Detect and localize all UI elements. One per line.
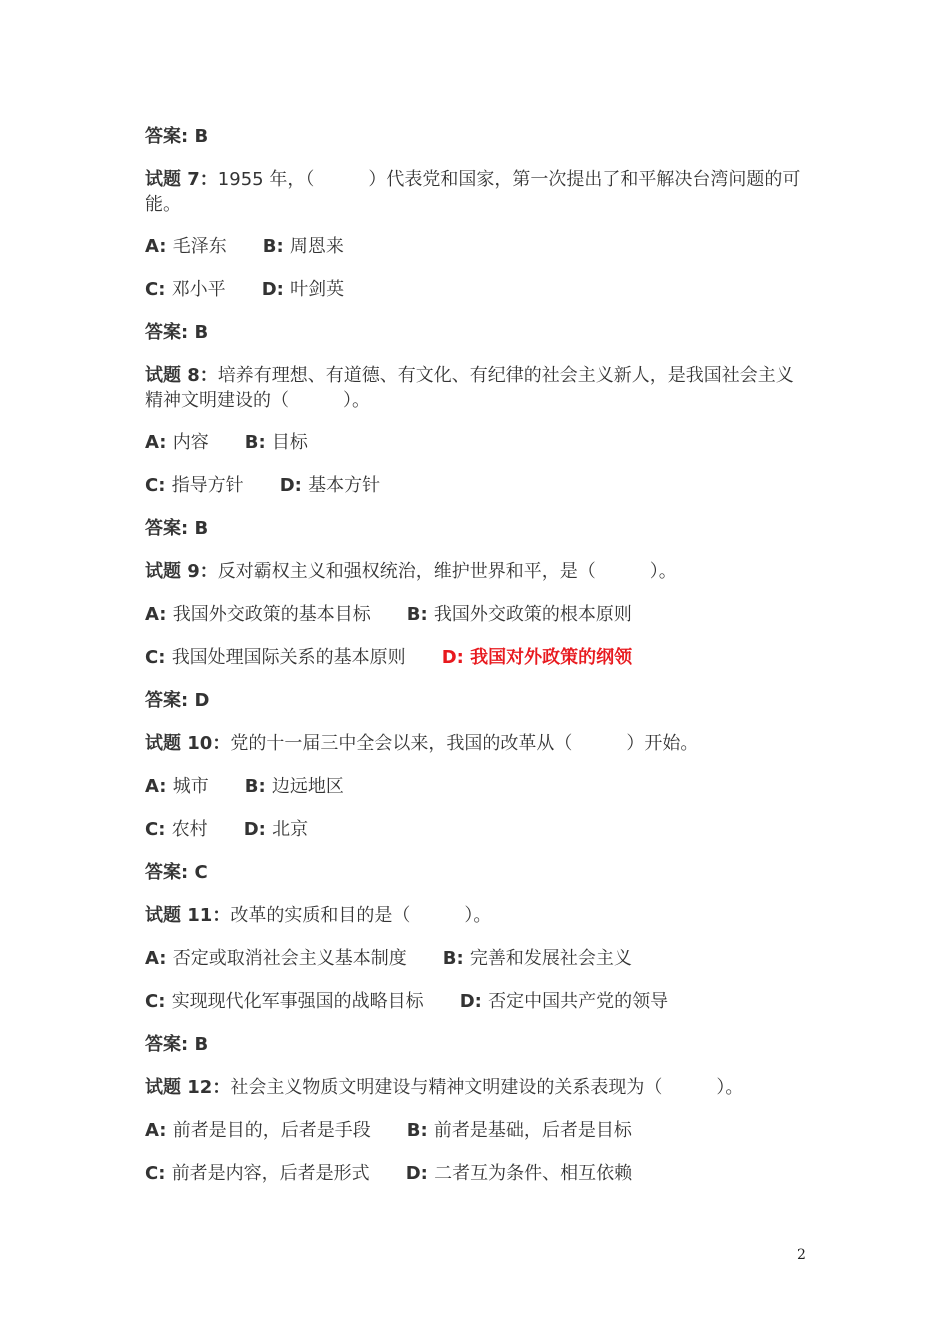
option-text: 目标 [271,432,308,453]
question-label: 试题 12： [145,1077,231,1098]
option-key: A: [145,432,173,453]
option-key: C: [145,1163,172,1184]
option-text: 完善和发展社会主义 [469,948,632,969]
option-text: 周恩来 [289,236,344,257]
option-c [145,1161,370,1186]
option-a [145,946,407,971]
question-label: 试题 7： [145,169,218,190]
option-text: 否定中国共产党的领导 [488,991,669,1012]
option-text: 北京 [272,819,309,840]
option-b [443,946,632,971]
option-d [442,645,632,670]
option-key: A: [145,776,173,797]
options-row [145,1118,810,1143]
option-key: B: [262,236,290,257]
option-b [407,602,632,627]
option-key: B: [244,776,272,797]
answer-value: C [194,862,208,883]
options-row [145,946,810,971]
option-text: 叶剑英 [290,279,345,300]
option-a [145,430,209,455]
answer-line [145,1032,810,1057]
option-text: 基本方针 [308,475,381,496]
option-text: 前者是目的，后者是手段 [172,1120,371,1141]
question-text [145,363,810,413]
answer-line [145,688,810,713]
answer-label: 答案: [145,1034,195,1055]
question-text [145,559,810,584]
option-key: D: [441,647,471,668]
option-key: A: [145,236,173,257]
option-key: B: [406,604,434,625]
option-b [245,430,308,455]
option-a [145,774,209,799]
option-key: B: [442,948,470,969]
options-row [145,602,810,627]
answer-line [145,320,810,345]
option-text: 内容 [172,432,209,453]
answer-value: B [194,518,209,539]
option-text: 毛泽东 [172,236,227,257]
question-label: 试题 8： [145,365,218,386]
options-row [145,277,810,302]
answer-label: 答案: [145,862,195,883]
question-body: 改革的实质和目的是（ ）。 [230,905,492,926]
option-key: D: [405,1163,435,1184]
question-label: 试题 9： [145,561,218,582]
option-c [145,277,226,302]
question-label: 试题 10： [145,733,231,754]
option-key: B: [406,1120,434,1141]
option-key: C: [145,991,172,1012]
option-b [263,234,344,259]
option-text: 我国对外政策的纲领 [470,647,633,668]
option-key: A: [145,948,173,969]
question-body: 社会主义物质文明建设与精神文明建设的关系表现为（ ）。 [230,1077,744,1098]
option-c [145,989,424,1014]
option-text: 我国外交政策的根本原则 [433,604,632,625]
option-key: B: [244,432,272,453]
answer-line [145,860,810,885]
option-text: 否定或取消社会主义基本制度 [172,948,407,969]
option-key: C: [145,819,172,840]
option-d [460,989,668,1014]
answer-label: 答案: [145,518,195,539]
answer-label: 答案: [145,690,195,711]
option-key: A: [145,604,173,625]
option-text: 农村 [171,819,208,840]
options-row [145,430,810,455]
question-text [145,167,810,217]
answer-value: D [194,690,210,711]
option-a [145,1118,371,1143]
option-key: D: [459,991,489,1012]
option-key: D: [261,279,291,300]
option-text: 前者是基础，后者是目标 [433,1120,632,1141]
option-text: 边远地区 [271,776,344,797]
options-row [145,989,810,1014]
option-c [145,817,208,842]
options-row [145,1161,810,1186]
option-d [406,1161,632,1186]
question-body: 反对霸权主义和强权统治，维护世界和平，是（ ）。 [217,561,677,582]
answer-value: B [194,322,209,343]
page-number: 2 [797,1247,806,1263]
option-key: D: [243,819,273,840]
option-text: 前者是内容，后者是形式 [171,1163,370,1184]
option-d [244,817,308,842]
options-row [145,774,810,799]
option-a [145,234,227,259]
options-row [145,234,810,259]
option-a [145,602,371,627]
answer-line [145,124,810,149]
question-text [145,1075,810,1100]
option-text: 二者互为条件、相互依赖 [434,1163,633,1184]
option-text: 指导方针 [171,475,244,496]
answer-value: B [194,1034,209,1055]
option-text: 我国处理国际关系的基本原则 [171,647,406,668]
question-text [145,731,810,756]
question-label: 试题 11： [145,905,231,926]
answer-label: 答案: [145,126,195,147]
option-c [145,473,244,498]
option-text: 实现现代化军事强国的战略目标 [171,991,424,1012]
options-row [145,645,810,670]
option-key: C: [145,647,172,668]
option-text: 邓小平 [171,279,226,300]
options-row [145,473,810,498]
option-d [262,277,344,302]
option-key: C: [145,279,172,300]
answer-line [145,516,810,541]
option-text: 城市 [172,776,209,797]
answer-value: B [194,126,209,147]
option-b [245,774,344,799]
question-body: 培养有理想、有道德、有文化、有纪律的社会主义新人，是我国社会主义精神文明建设的（ ）。 [145,365,794,411]
answer-label: 答案: [145,322,195,343]
option-text: 我国外交政策的基本目标 [172,604,371,625]
option-d [280,473,380,498]
question-body: 党的十一届三中全会以来，我国的改革从（ ）开始。 [230,733,699,754]
option-key: C: [145,475,172,496]
option-b [407,1118,632,1143]
option-c [145,645,406,670]
option-key: A: [145,1120,173,1141]
question-body: 1955 年，（ ）代表党和国家，第一次提出了和平解决台湾问题的可能。 [145,169,801,215]
options-row [145,817,810,842]
question-text [145,903,810,928]
option-key: D: [279,475,309,496]
